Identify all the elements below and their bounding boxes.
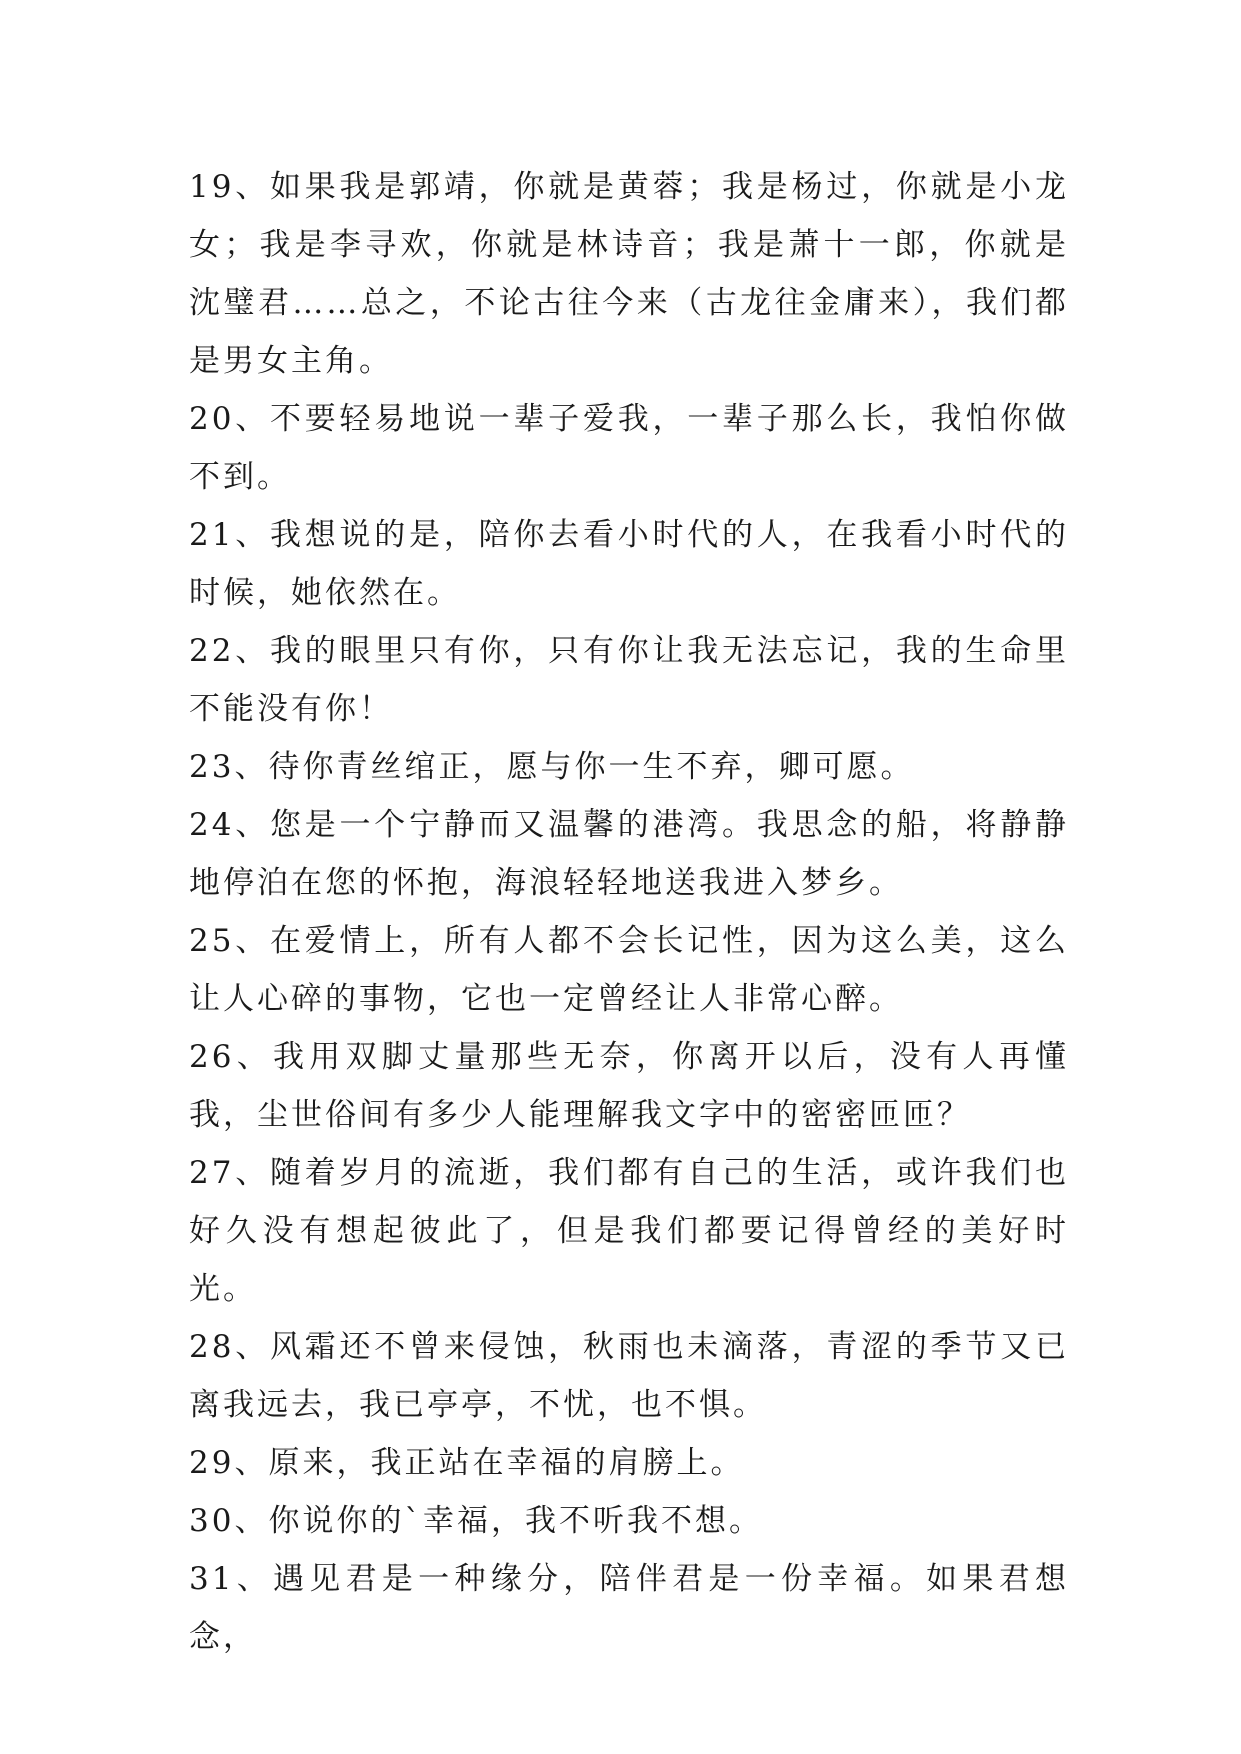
paragraph-26: 26、我用双脚丈量那些无奈，你离开以后，没有人再懂我，尘世俗间有多少人能理解我文字中的密密匝匝？ <box>189 1039 1069 1133</box>
paragraph-25: 25、在爱情上，所有人都不会长记性，因为这么美，这么让人心碎的事物，它也一定曾经让人非常心醉。 <box>189 923 1069 1017</box>
paragraph-28: 28、风霜还不曾来侵蚀，秋雨也未滴落，青涩的季节又已离我远去，我已亭亭，不忧，也不惧。 <box>189 1329 1069 1423</box>
paragraph-21: 21、我想说的是，陪你去看小时代的人，在我看小时代的时候，她依然在。 <box>189 517 1069 611</box>
paragraph-20: 20、不要轻易地说一辈子爱我，一辈子那么长，我怕你做不到。 <box>189 401 1069 495</box>
paragraph-23: 23、待你青丝绾正，愿与你一生不弃，卿可愿。 <box>189 749 915 785</box>
paragraph-24: 24、您是一个宁静而又温馨的港湾。我思念的船，将静静地停泊在您的怀抱，海浪轻轻地送我进入梦乡。 <box>189 807 1069 901</box>
document-body <box>189 158 1069 1666</box>
paragraph-27: 27、随着岁月的流逝，我们都有自己的生活，或许我们也好久没有想起彼此了，但是我们都要记得曾经的美好时光。 <box>189 1155 1069 1307</box>
paragraph-30: 30、你说你的`幸福，我不听我不想。 <box>189 1503 763 1539</box>
paragraph-29: 29、原来，我正站在幸福的肩膀上。 <box>189 1445 745 1481</box>
paragraph-19: 19、如果我是郭靖，你就是黄蓉；我是杨过，你就是小龙女；我是李寻欢，你就是林诗音；我是萧十一郎，你就是沈璧君……总之，不论古往今来（古龙往金庸来），我们都是男女主角。 <box>189 169 1069 379</box>
paragraph-31: 31、遇见君是一种缘分，陪伴君是一份幸福。如果君想念， <box>189 1561 1069 1655</box>
paragraph-22: 22、我的眼里只有你，只有你让我无法忘记，我的生命里不能没有你！ <box>189 633 1069 727</box>
